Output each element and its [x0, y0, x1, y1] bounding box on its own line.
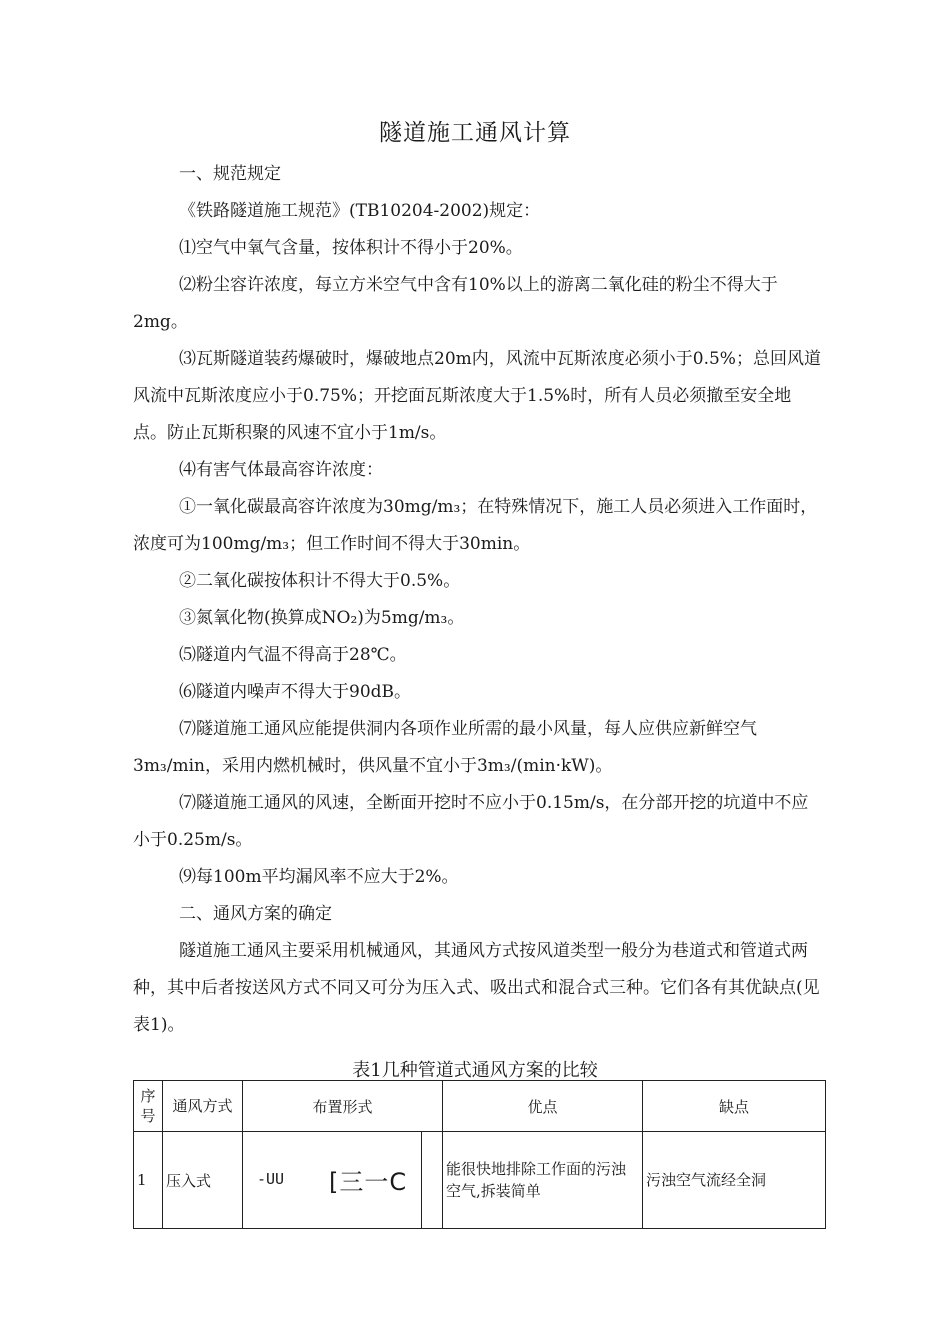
header-cell: 优点 [443, 1081, 643, 1132]
header-cell: 通风方式 [163, 1081, 243, 1132]
pros-cell: 能很快地排除工作面的污浊空气,拆装简单 [443, 1132, 643, 1229]
paragraph: ⑸隧道内气温不得高于28℃。 [179, 645, 407, 665]
paragraph: ③氮氧化物(换算成NO₂)为5mg/m₃。 [179, 608, 465, 628]
paragraph: ⑷有害气体最高容许浓度： [179, 460, 383, 480]
row-number: 1 [134, 1132, 163, 1229]
layout-sketch-cell [243, 1132, 443, 1229]
layout-divider [421, 1132, 422, 1228]
body-text [133, 156, 823, 1044]
table-header-row [134, 1081, 826, 1132]
paragraph: ⑶瓦斯隧道装药爆破时，爆破地点20m内，风流中瓦斯浓度必须小于0.5%；总回风道风流中瓦斯浓度应小于0.75%；开挖面瓦斯浓度大于1.5%时，所有人员必须撤至安全地点。防止瓦斯积聚的风速不宜小于1m/s。 [133, 349, 821, 443]
paragraph: ⑹隧道内噪声不得大于90dB。 [179, 682, 412, 702]
paragraph: ⑴空气中氧气含量，按体积计不得小于20%。 [179, 238, 523, 258]
paragraph: 《铁路隧道施工规范》(TB10204-2002)规定： [179, 201, 541, 221]
paragraph: ②二氧化碳按体积计不得大于0.5%。 [179, 571, 461, 591]
paragraph: ⑺隧道施工通风应能提供洞内各项作业所需的最小风量，每人应供应新鲜空气3m₃/min，采用内燃机械时，供风量不宜小于3m₃/(min·kW)。 [133, 719, 757, 776]
paragraph: ⑼每100m平均漏风率不应大于2%。 [179, 867, 459, 887]
layout-sketch-main: [三一C [329, 1168, 408, 1196]
table-row [134, 1132, 826, 1229]
header-cell: 序号 [134, 1081, 163, 1132]
comparison-table [133, 1080, 826, 1229]
header-cell: 布置形式 [243, 1081, 443, 1132]
layout-sketch-small: -UU [257, 1170, 285, 1188]
paragraph: ⑺隧道施工通风的风速，全断面开挖时不应小于0.15m/s，在分部开挖的坑道中不应小于0.25m/s。 [133, 793, 809, 850]
paragraph: ①一氧化碳最高容许浓度为30mg/m₃；在特殊情况下，施工人员必须进入工作面时，浓度可为100mg/m₃；但工作时间不得大于30min。 [133, 497, 818, 554]
paragraph: 隧道施工通风主要采用机械通风，其通风方式按风道类型一般分为巷道式和管道式两种，其中后者按送风方式不同又可分为压入式、吸出式和混合式三种。它们各有其优缺点(见表1)。 [133, 941, 820, 1035]
section-heading-2: 二、通风方案的确定 [179, 904, 332, 924]
ventilation-method: 压入式 [163, 1132, 243, 1229]
table-caption: 表1几种管道式通风方案的比较 [352, 1060, 598, 1081]
section-heading-1: 一、规范规定 [179, 164, 281, 184]
paragraph: ⑵粉尘容许浓度，每立方米空气中含有10%以上的游离二氧化硅的粉尘不得大于2mg。 [133, 275, 778, 332]
cons-cell: 污浊空气流经全洞 [643, 1132, 826, 1229]
header-cell: 缺点 [643, 1081, 826, 1132]
page-title: 隧道施工通风计算 [379, 120, 571, 146]
